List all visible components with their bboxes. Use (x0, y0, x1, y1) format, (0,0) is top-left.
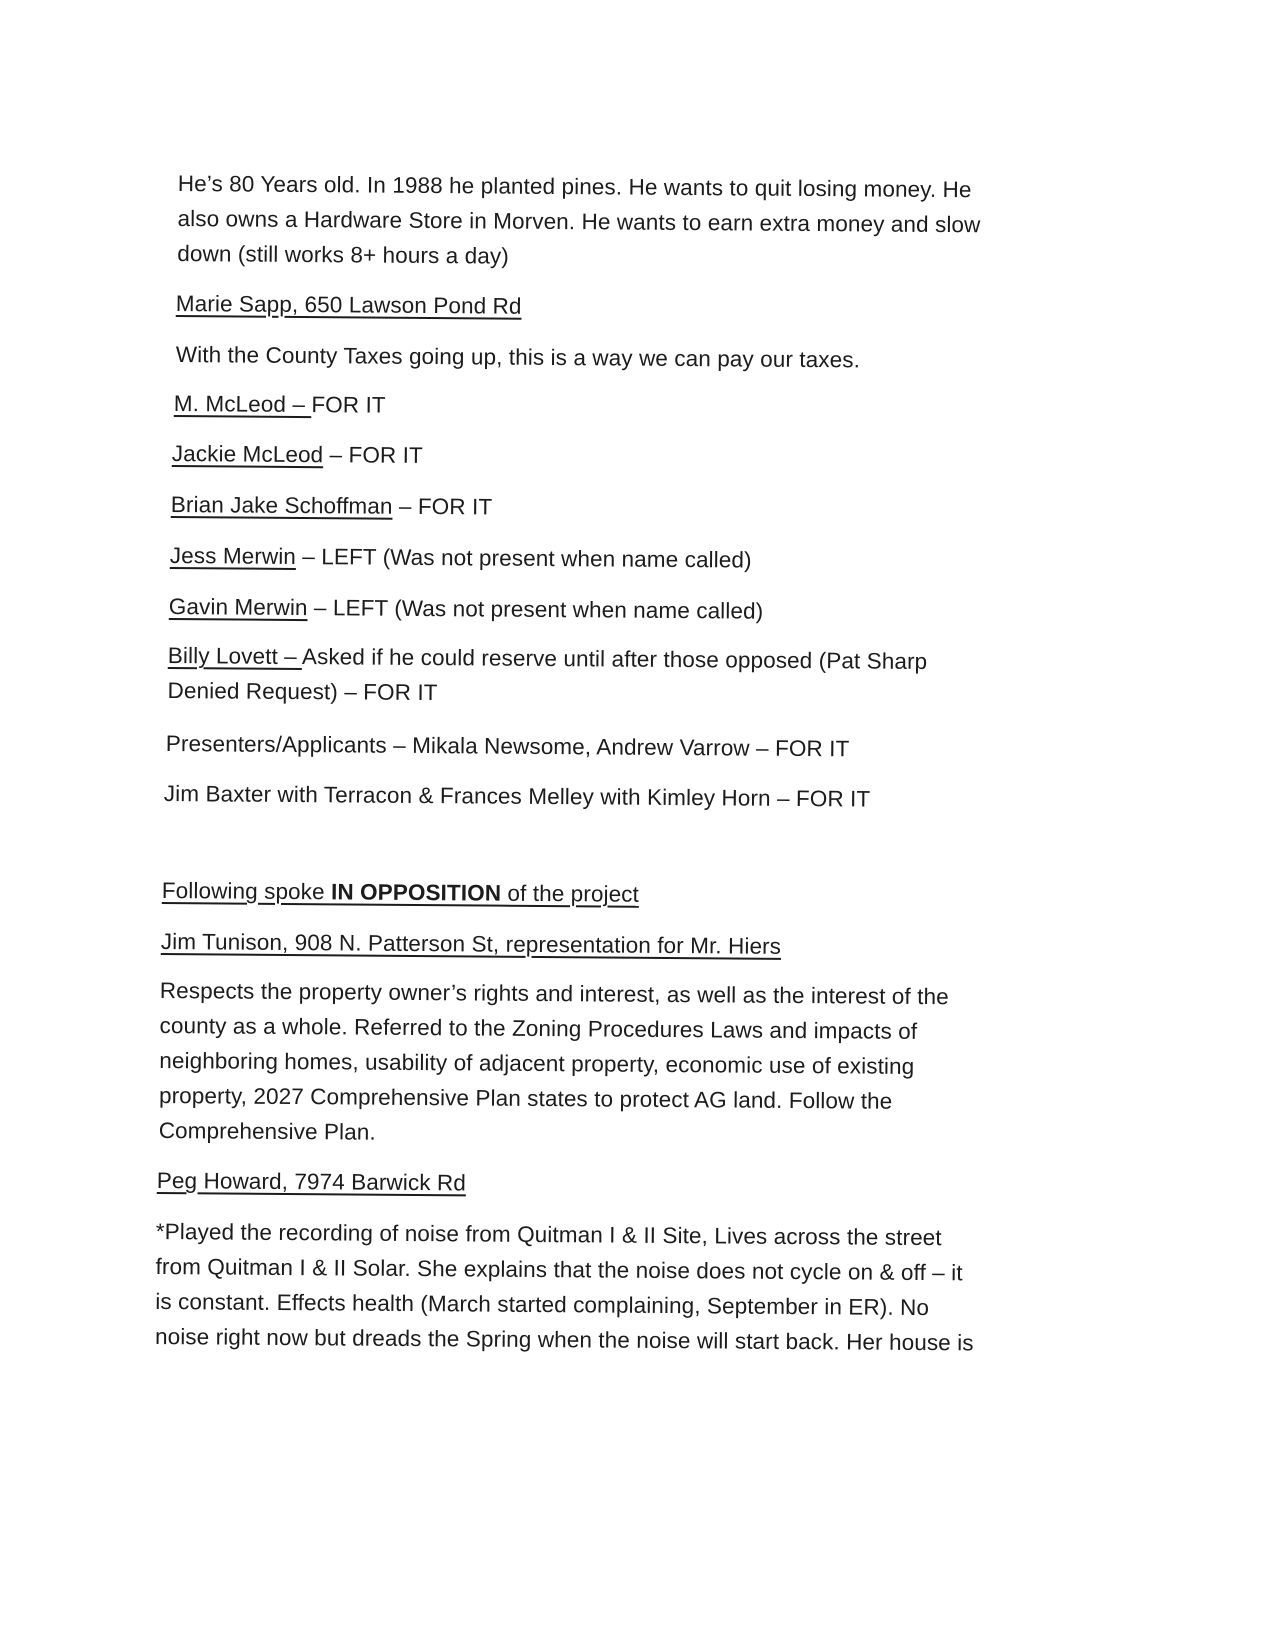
heading-bold: IN OPPOSITION (330, 879, 502, 906)
paragraph-line: also owns a Hardware Store in Morven. He wants to earn extra money and slow (177, 205, 981, 238)
paragraph-line: down (still works 8+ hours a day) (177, 240, 509, 269)
speaker-position: – LEFT (Was not present when name called) (307, 595, 764, 624)
speaker-name: Brian Jake Schoffman (170, 491, 393, 519)
speaker-gavin-merwin (169, 589, 764, 629)
speaker-marie-sapp (176, 286, 522, 324)
presenters-text: Presenters/Applicants – Mikala Newsome, Andrew Varrow – FOR IT (165, 730, 850, 762)
speaker-jess-merwin (170, 538, 752, 578)
consultants-line (164, 776, 871, 817)
speaker-peg-howard (157, 1163, 466, 1200)
paragraph-line: He’s 80 Years old. In 1988 he planted pines. He wants to quit losing money. He (177, 170, 972, 203)
speaker-name: Marie Sapp, 650 Lawson Pond Rd (175, 290, 522, 319)
speaker-name: Peg Howard, 7974 Barwick Rd (156, 1167, 467, 1196)
speaker-jackie-mcleod (172, 436, 423, 473)
speaker-name: Billy Lovett – (167, 642, 303, 670)
speaker-statement: Asked if he could reserve until after those opposed (Pat Sharp (301, 644, 928, 674)
paragraph-line: Comprehensive Plan. (158, 1117, 376, 1145)
speaker-brian-schoffman (171, 487, 493, 525)
statement-text: With the County Taxes going up, this is a way we can pay our taxes. (175, 341, 861, 373)
intro-paragraph (177, 166, 981, 277)
heading-suffix: of the project (501, 880, 640, 907)
speaker-name: Gavin Merwin (168, 593, 308, 621)
speaker-name: Jess Merwin (169, 542, 297, 569)
presenters-line (166, 726, 850, 766)
speaker-name: Jim Tunison, 908 N. Patterson St, representation for Mr. Hiers (160, 928, 782, 959)
paragraph-line: property, 2027 Comprehensive Plan states to protect AG land. Follow the (158, 1082, 893, 1114)
paragraph-line: Respects the property owner’s rights and interest, as well as the interest of the (159, 977, 949, 1010)
speaker-position: – FOR IT (323, 442, 423, 468)
speaker-name: M. McLeod – (173, 390, 312, 418)
paragraph-line (168, 638, 928, 679)
paragraph-line: noise right now but dreads the Spring when the noise will start back. Her house is (154, 1323, 974, 1356)
paragraph-line: from Quitman I & II Solar. She explains that the noise does not cycle on & off – it (155, 1253, 963, 1286)
paragraph-line: is constant. Effects health (March started complaining, September in ER). No (155, 1288, 930, 1321)
speaker-position: – LEFT (Was not present when name called) (295, 543, 752, 573)
speaker-billy-lovett (167, 638, 927, 714)
howard-paragraph (155, 1214, 975, 1360)
paragraph-line: county as a whole. Referred to the Zoning Procedures Laws and impacts of (159, 1012, 918, 1044)
tunison-paragraph (159, 973, 949, 1154)
speaker-position: FOR IT (311, 392, 386, 418)
speaker-statement (176, 337, 860, 377)
speaker-position: – FOR IT (392, 493, 493, 520)
paragraph-line: neighboring homes, usability of adjacent property, economic use of existing (159, 1047, 915, 1079)
consultants-text: Jim Baxter with Terracon & Frances Melley with Kimley Horn – FOR IT (163, 780, 871, 812)
paragraph-line: *Played the recording of noise from Quitman I & II Site, Lives across the street (155, 1218, 942, 1251)
speaker-m-mcleod (174, 386, 386, 423)
speaker-jim-tunison (161, 924, 781, 964)
heading-prefix: Following spoke (161, 877, 332, 905)
paragraph-line: Denied Request) – FOR IT (167, 677, 438, 706)
opposition-heading (162, 873, 639, 912)
speaker-name: Jackie McLeod (171, 440, 324, 468)
